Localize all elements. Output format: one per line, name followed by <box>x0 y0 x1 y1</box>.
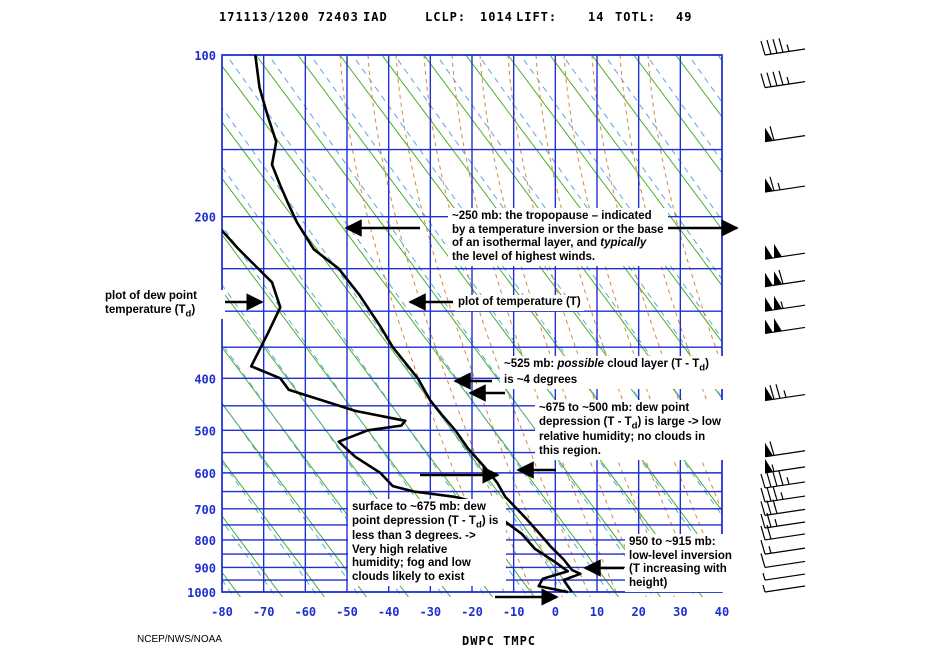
wind-barb-full <box>779 71 783 85</box>
y-tick-label: 200 <box>194 210 216 225</box>
wind-barb <box>761 71 805 88</box>
dry-adiabat-line <box>940 15 951 658</box>
y-tick-label: 1000 <box>187 586 216 600</box>
x-tick-label: -20 <box>461 605 483 619</box>
wind-barb-full <box>761 488 765 502</box>
wind-barb-pennant <box>765 273 773 287</box>
x-tick-label: 0 <box>551 605 559 619</box>
wind-barb <box>761 38 805 55</box>
wind-barb-full <box>761 540 765 554</box>
annotation-temperature: plot of temperature (T) <box>455 295 584 311</box>
wind-barb-half <box>763 585 765 592</box>
mixing-ratio-line <box>870 15 951 658</box>
wind-barb-full <box>767 473 771 487</box>
wind-barb <box>763 573 805 580</box>
y-tick-label: 400 <box>194 372 216 387</box>
header-station-id: IAD <box>363 10 388 24</box>
wind-barb-full <box>773 500 777 514</box>
annotation-tropopause: ~250 mb: the tropopause – indicated by a temperature inversion or the base of an isothermal layer, and typically the level of highest winds. <box>448 208 668 266</box>
wind-barb-full <box>773 72 777 86</box>
dry-adiabat-line <box>0 15 218 658</box>
wind-barb-half <box>769 546 771 553</box>
dry-adiabat-line <box>772 15 951 658</box>
dry-adiabat-line <box>0 15 344 658</box>
annotation-inversion: 950 to ~915 mb: low-level inversion (T increasing with height) <box>625 534 745 592</box>
x-tick-label: -10 <box>502 605 525 619</box>
annotation-dewpoint: plot of dew point temperature $(T_d)$ <box>105 290 225 319</box>
y-tick-label: 800 <box>194 533 216 548</box>
wind-barb <box>765 318 805 333</box>
wind-barb-staff <box>765 574 805 580</box>
x-tick-label: -70 <box>252 605 275 619</box>
wind-barb-pennant <box>774 318 782 332</box>
mixing-ratio-line <box>828 15 951 658</box>
mixing-ratio-line <box>786 15 951 658</box>
x-tick-label: -40 <box>377 605 400 619</box>
credit-text: NCEP/NWS/NOAA <box>137 634 223 645</box>
wind-barb-full <box>761 41 765 55</box>
wind-barb-full <box>773 39 777 53</box>
wind-barb-half <box>781 302 783 309</box>
wind-barb-half <box>787 77 789 84</box>
x-tick-label: 10 <box>589 605 605 619</box>
wind-barb-full <box>776 384 780 398</box>
y-tick-label: 600 <box>194 466 216 481</box>
wind-barb-half <box>787 44 789 51</box>
header-lclp-value: 1014 <box>480 10 513 24</box>
y-tick-label: 700 <box>194 502 216 517</box>
mixing-ratio-line <box>912 15 951 658</box>
x-tick-label: -80 <box>211 605 233 619</box>
wind-barb <box>761 486 805 502</box>
wind-barb <box>761 553 805 567</box>
wind-barb-half <box>784 390 786 397</box>
mixing-ratio-line <box>0 15 380 658</box>
header-lift-value: 14 <box>588 10 605 24</box>
header-totl-label: TOTL: <box>615 10 657 24</box>
wind-barb-full <box>761 474 765 488</box>
wind-barb <box>765 296 805 311</box>
wind-barb-half <box>772 465 774 472</box>
wind-barb-full <box>773 472 777 486</box>
x-tick-label: 30 <box>673 605 688 619</box>
wind-barb-staff <box>765 561 805 567</box>
dry-adiabat-line <box>814 15 951 658</box>
wind-barb <box>765 270 805 287</box>
wind-barb <box>765 459 805 473</box>
y-tick-label: 500 <box>194 424 216 439</box>
wind-barb-half <box>781 492 783 499</box>
dry-adiabat-line <box>0 15 260 658</box>
wind-barb-staff <box>765 586 805 592</box>
wind-barb-pennant <box>765 319 773 333</box>
x-axis-title: DWPC TMPC <box>462 634 537 648</box>
header-lift-label: LIFT: <box>516 10 558 24</box>
y-tick-label: 100 <box>194 49 216 63</box>
wind-barb-full <box>779 471 783 485</box>
mixing-ratio-line <box>744 15 951 658</box>
wind-barb-full <box>761 501 765 515</box>
wind-barb-full <box>773 486 777 500</box>
annotation-cloud-layer: ~525 mb: possible cloud layer $(T - T_d)$ is ~4 degrees <box>500 356 723 389</box>
wind-barb <box>761 525 805 540</box>
wind-barb <box>761 540 805 554</box>
wind-barb <box>765 126 805 141</box>
x-tick-label: 40 <box>714 605 730 619</box>
wind-barb-full <box>761 74 765 88</box>
dry-adiabat-line <box>0 15 302 658</box>
wind-barb <box>765 177 805 192</box>
header-totl-value: 49 <box>676 10 693 24</box>
wind-barb-pennant <box>765 297 773 311</box>
dry-adiabat-line <box>898 15 951 658</box>
wind-barb-full <box>761 553 765 567</box>
wind-barb <box>765 384 805 400</box>
wind-barbs <box>761 38 805 592</box>
wind-barb-half <box>787 477 789 484</box>
dry-adiabat-line <box>856 15 951 658</box>
wind-barb-full <box>779 38 783 52</box>
wind-barb <box>763 585 805 592</box>
wind-barb <box>765 441 805 456</box>
x-tick-label: -60 <box>294 605 317 619</box>
wind-barb-pennant <box>765 245 773 259</box>
dry-adiabat-line <box>0 15 386 658</box>
wind-barb-full <box>767 500 771 514</box>
wind-barb <box>765 244 805 259</box>
wind-barb-full <box>767 487 771 501</box>
dry-adiabat-line <box>562 15 951 658</box>
wind-barb-full <box>767 73 771 87</box>
wind-barb-half <box>778 183 780 190</box>
wind-barb-half <box>763 573 765 580</box>
mixing-ratio-line <box>30 15 590 658</box>
header-date-station: 171113/1200 72403 <box>219 10 359 24</box>
header-lclp-label: LCLP: <box>425 10 467 24</box>
x-tick-label: -50 <box>336 605 358 619</box>
wind-barb-full <box>767 40 771 54</box>
y-tick-label: 900 <box>194 561 216 576</box>
annotation-surface-layer: surface to ~675 mb: dew point depression $(T - T_d)$ is less than 3 degrees. -> Very high relative humidity; fog and low clouds likely to exist <box>348 499 506 586</box>
wind-barb <box>761 471 805 488</box>
x-tick-label: 20 <box>631 605 646 619</box>
wind-barb-pennant <box>774 244 782 258</box>
wind-barb-half <box>775 519 777 526</box>
x-tick-label: -30 <box>419 605 442 619</box>
annotation-dry-layer: ~675 to ~500 mb: dew point depression $(T - T_d)$ is large -> low relative humidity; no clouds in this region. <box>535 400 728 460</box>
